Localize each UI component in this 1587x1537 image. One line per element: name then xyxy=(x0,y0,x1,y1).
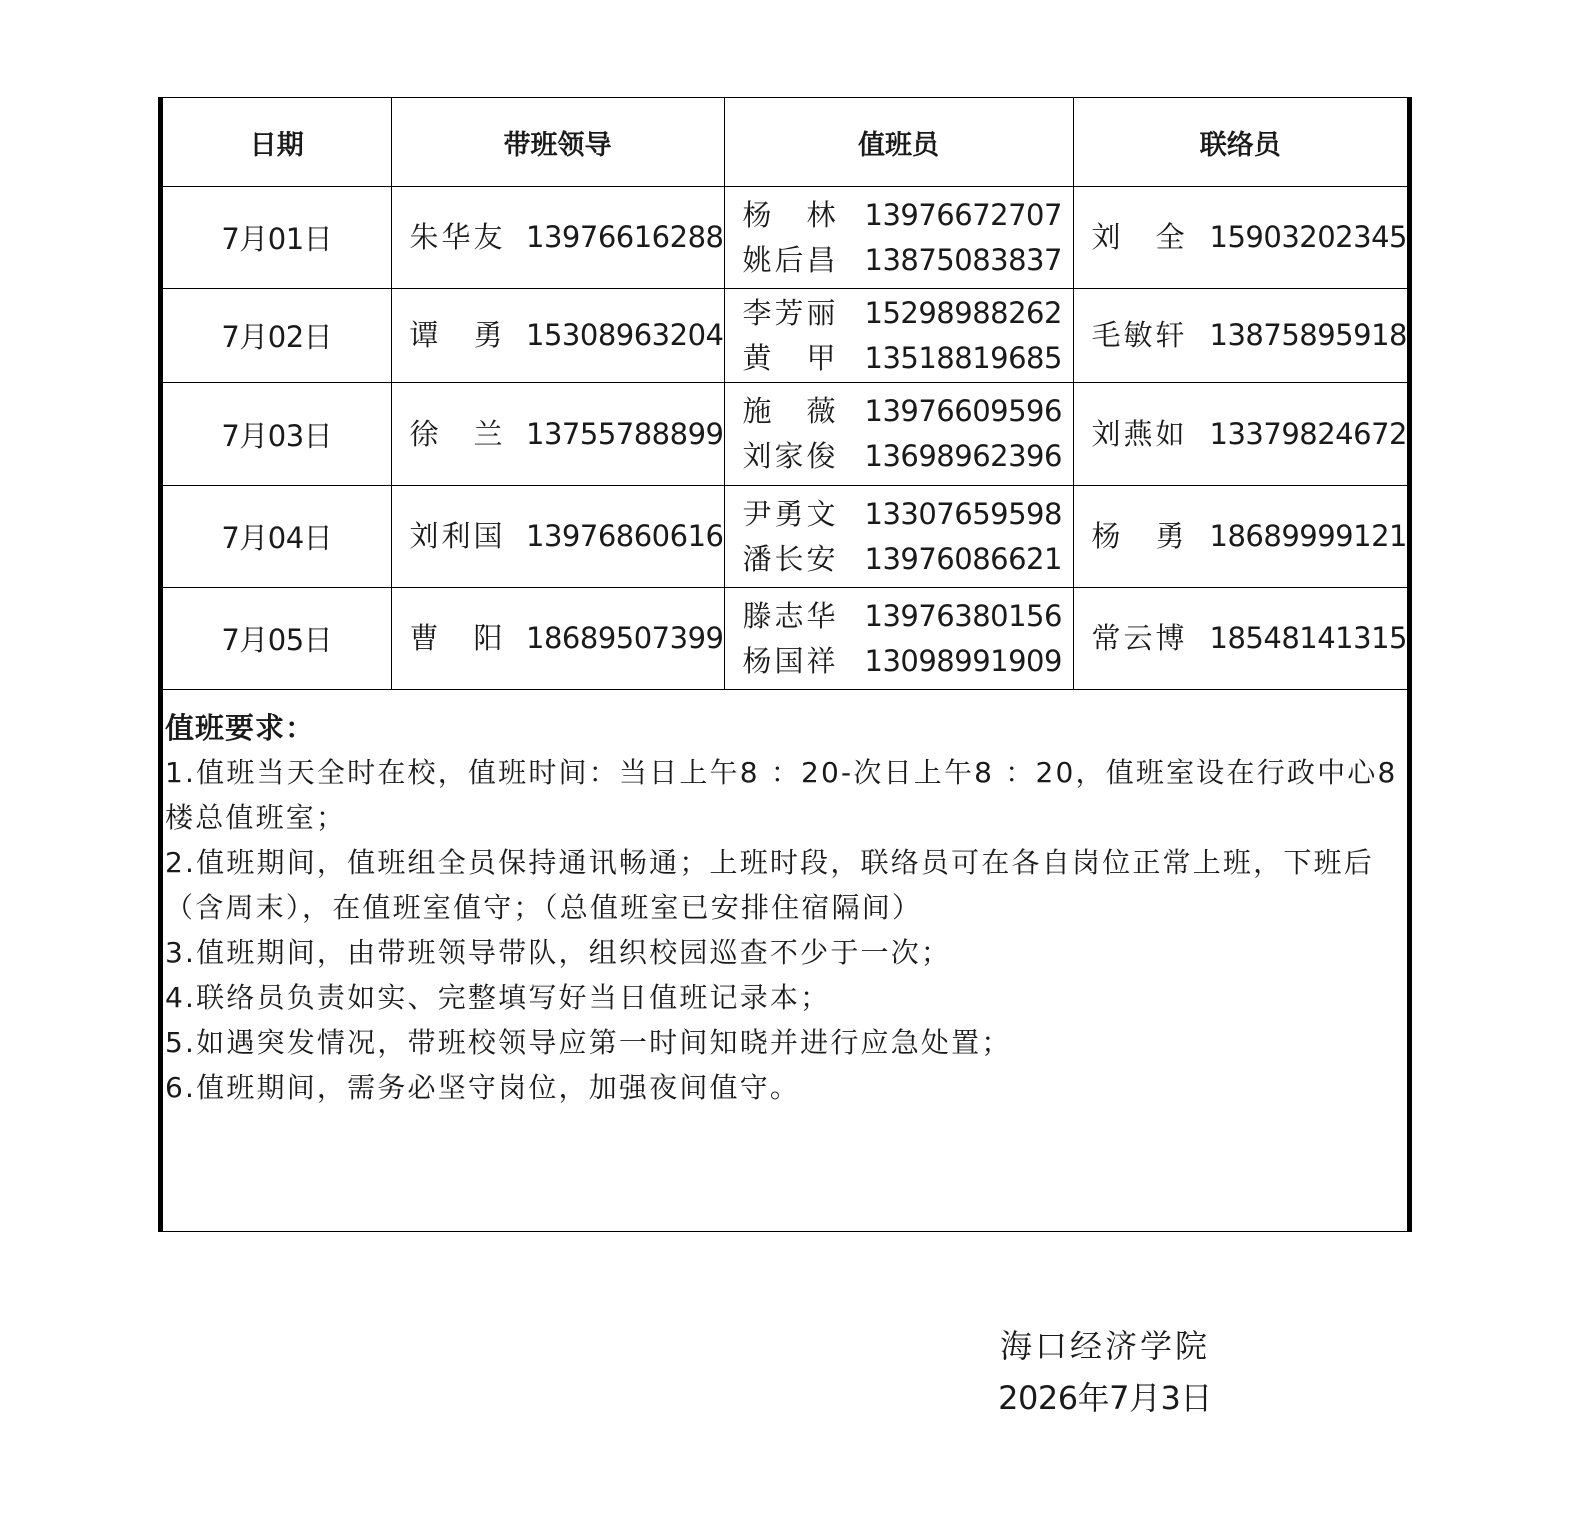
header-leader: 带班领导 xyxy=(391,98,724,187)
staff-name: 潘长安 xyxy=(742,541,839,576)
staff-phone: 13976672707 xyxy=(864,197,1062,232)
staff-name: 施 薇 xyxy=(742,394,839,428)
leader-phone: 13976616288 xyxy=(526,220,724,254)
staff-cell xyxy=(724,187,1073,289)
liaison-name: 常云博 xyxy=(1091,621,1188,655)
table-row xyxy=(163,187,1407,289)
table-row xyxy=(163,486,1407,588)
staff-name: 姚后昌 xyxy=(742,242,839,277)
staff-name: 刘家俊 xyxy=(742,439,839,473)
liaison-name: 刘 全 xyxy=(1091,220,1188,254)
date-cell: 7月02日 xyxy=(163,289,391,383)
leader-name: 徐 兰 xyxy=(409,416,506,451)
staff-name: 滕志华 xyxy=(742,598,839,633)
leader-cell xyxy=(391,289,724,383)
liaison-phone: 18689999121 xyxy=(1209,519,1407,553)
duty-requirements xyxy=(165,706,1400,1110)
signature-date: 2026年7月3日 xyxy=(998,1379,1212,1417)
staff-phone: 13976086621 xyxy=(864,541,1062,576)
date-cell: 7月03日 xyxy=(163,383,391,486)
requirement-item: 4.联络员负责如实、完整填写好当日值班记录本； xyxy=(165,981,831,1014)
date-cell: 7月05日 xyxy=(163,588,391,690)
staff-cell xyxy=(724,486,1073,588)
liaison-phone: 18548141315 xyxy=(1209,621,1407,655)
liaison-name: 毛敏轩 xyxy=(1091,318,1188,352)
requirement-item: 6.值班期间，需务必坚守岗位，加强夜间值守。 xyxy=(165,1071,801,1104)
requirement-item: 2.值班期间，值班组全员保持通讯畅通；上班时段，联络员可在各自岗位正常上班，下班后（含周末），在值班室值守；（总值班室已安排住宿隔间） xyxy=(165,846,1374,924)
staff-phone: 13307659598 xyxy=(864,496,1062,531)
table-row xyxy=(163,289,1407,383)
staff-cell xyxy=(724,588,1073,690)
requirement-item: 5.如遇突发情况，带班校领导应第一时间知晓并进行应急处置； xyxy=(165,1026,1012,1059)
staff-cell xyxy=(724,289,1073,383)
leader-cell xyxy=(391,486,724,588)
leader-cell xyxy=(391,187,724,289)
requirements-title: 值班要求： xyxy=(165,711,316,745)
date-cell: 7月04日 xyxy=(163,486,391,588)
liaison-phone: 15903202345 xyxy=(1209,220,1407,254)
liaison-cell xyxy=(1073,187,1407,289)
liaison-phone: 13875895918 xyxy=(1209,318,1407,352)
liaison-name: 刘燕如 xyxy=(1091,416,1188,451)
requirement-item: 3.值班期间，由带班领导带队，组织校园巡查不少于一次； xyxy=(165,936,952,969)
signature-block xyxy=(985,1320,1225,1424)
header-liaison: 联络员 xyxy=(1073,98,1407,187)
leader-name: 曹 阳 xyxy=(409,621,506,655)
staff-name: 杨国祥 xyxy=(742,643,839,678)
liaison-cell xyxy=(1073,289,1407,383)
leader-phone: 15308963204 xyxy=(526,318,724,352)
staff-name: 李芳丽 xyxy=(742,295,839,330)
staff-phone: 13976380156 xyxy=(864,598,1062,633)
table-row xyxy=(163,383,1407,486)
leader-cell xyxy=(391,383,724,486)
staff-phone: 13098991909 xyxy=(864,643,1062,678)
duty-schedule-table xyxy=(163,98,1407,690)
leader-phone: 18689507399 xyxy=(526,621,724,655)
staff-name: 尹勇文 xyxy=(742,496,839,531)
staff-cell xyxy=(724,383,1073,486)
header-date: 日期 xyxy=(163,98,391,187)
staff-name: 黄 甲 xyxy=(742,340,839,375)
requirements-list xyxy=(165,750,1400,1110)
header-staff: 值班员 xyxy=(724,98,1073,187)
liaison-cell xyxy=(1073,486,1407,588)
leader-phone: 13755788899 xyxy=(526,416,724,451)
staff-phone: 13698962396 xyxy=(864,439,1062,473)
leader-phone: 13976860616 xyxy=(526,519,724,553)
liaison-cell xyxy=(1073,383,1407,486)
liaison-cell xyxy=(1073,588,1407,690)
leader-name: 朱华友 xyxy=(409,220,506,254)
leader-name: 谭 勇 xyxy=(409,318,506,352)
organization-name: 海口经济学院 xyxy=(999,1327,1210,1365)
liaison-phone: 13379824672 xyxy=(1209,416,1407,451)
leader-cell xyxy=(391,588,724,690)
staff-phone: 13976609596 xyxy=(864,394,1062,428)
duty-schedule-document xyxy=(158,97,1412,1232)
requirement-item: 1.值班当天全时在校，值班时间：当日上午8 ：20-次日上午8 ：20，值班室设在行政中心8楼总值班室； xyxy=(165,756,1398,834)
table-header-row xyxy=(163,98,1407,187)
liaison-name: 杨 勇 xyxy=(1091,519,1188,553)
staff-phone: 15298988262 xyxy=(864,295,1062,330)
staff-name: 杨 林 xyxy=(742,197,839,232)
table-row xyxy=(163,588,1407,690)
staff-phone: 13518819685 xyxy=(864,340,1062,375)
leader-name: 刘利国 xyxy=(409,519,506,553)
staff-phone: 13875083837 xyxy=(864,242,1062,277)
date-cell: 7月01日 xyxy=(163,187,391,289)
